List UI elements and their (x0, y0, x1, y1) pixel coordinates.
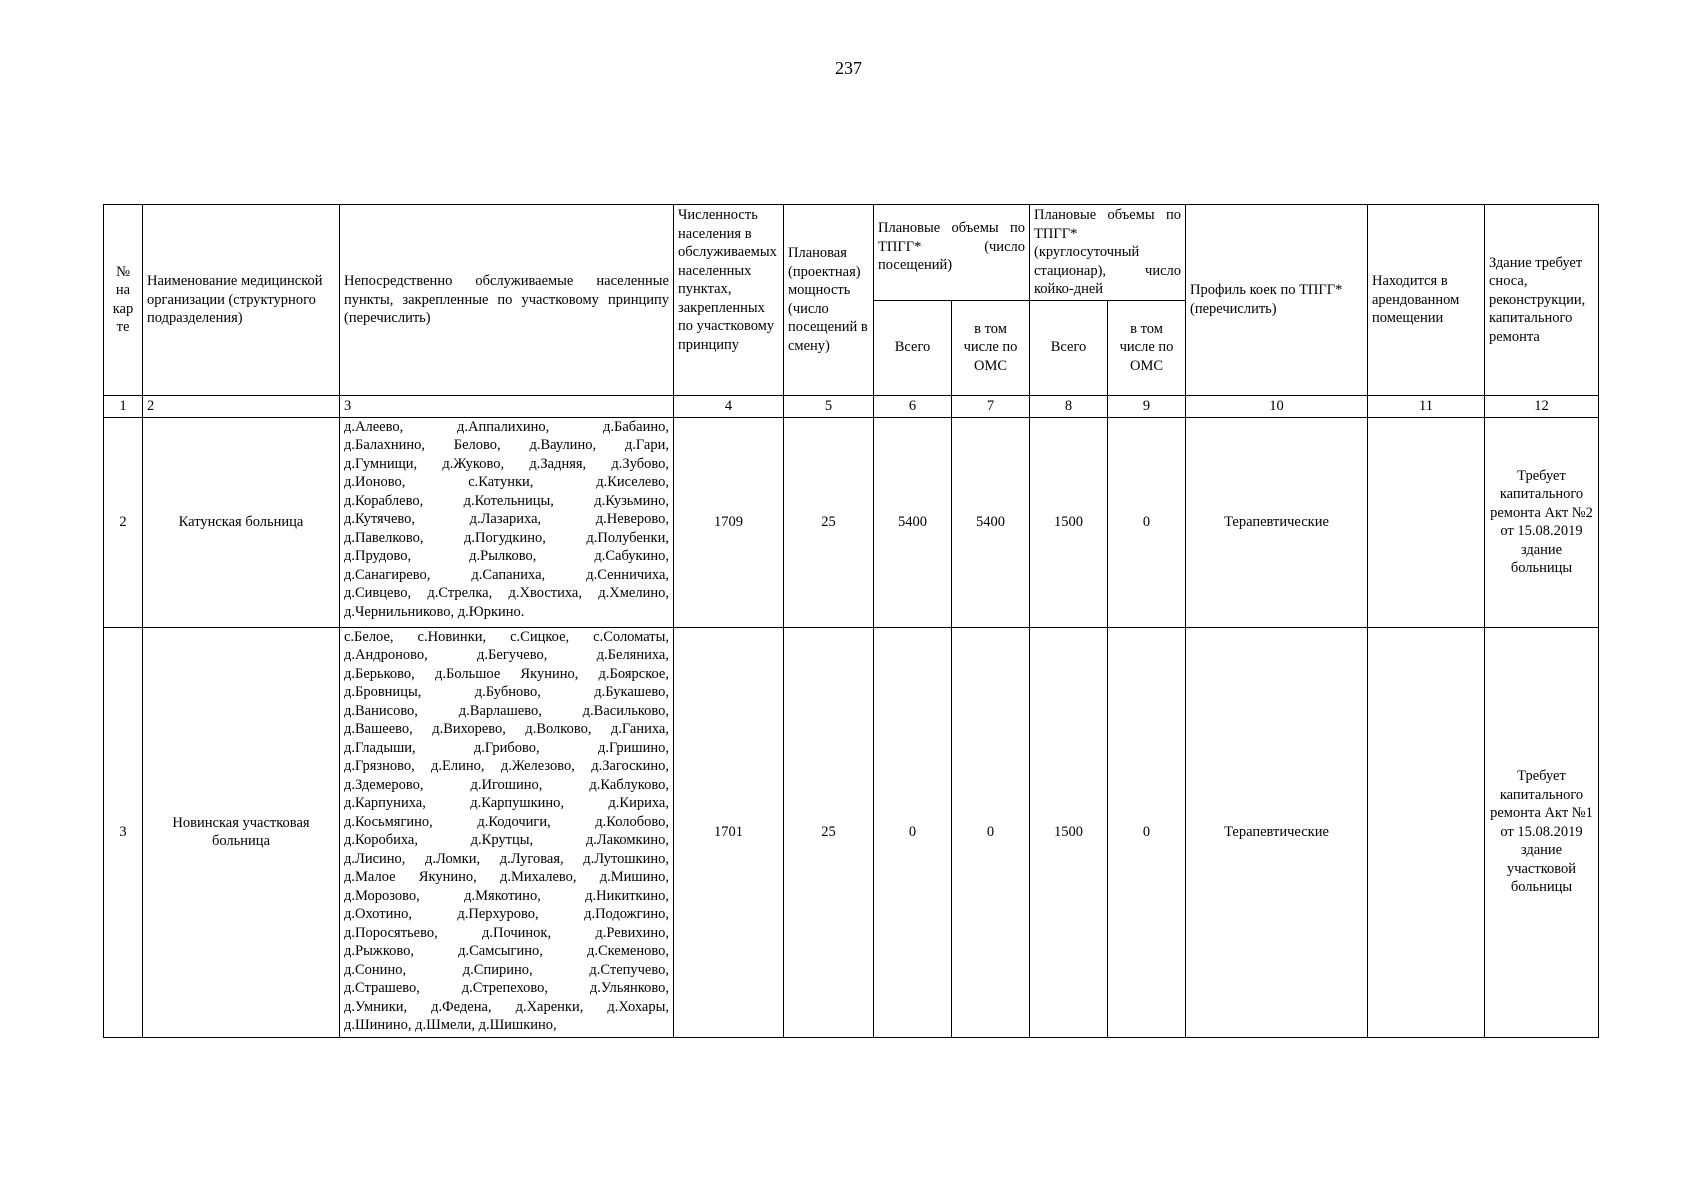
settlement-line: д.Сивцево, д.Стрелка, д.Хвостиха, д.Хмелино, (344, 585, 669, 601)
settlement-line: д.Гумнищи, д.Жуково, д.Задняя, д.Зубово, (344, 455, 669, 472)
rented-premises (1368, 417, 1485, 627)
settlement-line: д.Малое Якунино, д.Михалево, д.Мишино, (344, 869, 669, 885)
header-col7: в том числе по ОМС (952, 300, 1030, 395)
header-col8: Всего (1030, 300, 1108, 395)
settlement-line: д.Кораблево, д.Котельницы, д.Кузьмино, (344, 492, 669, 509)
column-number: 9 (1108, 395, 1186, 417)
medical-organizations-table (103, 204, 1599, 1038)
beddays-oms: 0 (1108, 627, 1186, 1037)
settlement-line: д.Сонино, д.Спирино, д.Степучево, (344, 961, 669, 978)
header-col1: № на кар те (104, 205, 143, 396)
header-col4: Численность населения в обслуживаемых населенных пунктах, закрепленных по участковому принципу (674, 205, 784, 396)
settlement-line: д.Коробиха, д.Крутцы, д.Лакомкино, (344, 832, 669, 848)
settlement-line: д.Страшево, д.Стрепехово, д.Ульянково, (344, 980, 669, 996)
capacity: 25 (784, 417, 874, 627)
settlements-list (340, 627, 674, 1037)
beddays-oms: 0 (1108, 417, 1186, 627)
settlement-line: д.Поросятьево, д.Починок, д.Ревихино, (344, 924, 669, 941)
settlement-line: д.Андроново, д.Бегучево, д.Беляниха, (344, 647, 669, 663)
column-number: 4 (674, 395, 784, 417)
column-number: 8 (1030, 395, 1108, 417)
settlement-line: д.Шинино, д.Шмели, д.Шишкино, (344, 1017, 557, 1033)
row-number: 2 (104, 417, 143, 627)
settlement-line: д.Морозово, д.Мякотино, д.Никиткино, (344, 887, 669, 904)
column-number: 10 (1186, 395, 1368, 417)
settlement-line: д.Бровницы, д.Бубново, д.Букашево, (344, 684, 669, 700)
building-status: Требует капитального ремонта Акт №1 от 15.08.2019 здание участковой больницы (1485, 627, 1599, 1037)
settlement-line: д.Ионово, с.Катунки, д.Киселево, (344, 474, 669, 490)
settlement-line: д.Гладыши, д.Грибово, д.Гришино, (344, 739, 669, 756)
column-number-row (104, 395, 1599, 417)
population: 1709 (674, 417, 784, 627)
settlement-line: д.Кутячево, д.Лазариха, д.Неверово, (344, 511, 669, 527)
bed-profile: Терапевтические (1186, 417, 1368, 627)
header-col6: Всего (874, 300, 952, 395)
settlement-line: д.Вашеево, д.Вихорево, д.Волково, д.Ганиха, (344, 721, 669, 737)
visits-oms: 5400 (952, 417, 1030, 627)
column-number: 11 (1368, 395, 1485, 417)
column-number: 5 (784, 395, 874, 417)
settlement-line: д.Берьково, д.Большое Якунино, д.Боярское, (344, 665, 669, 682)
building-status: Требует капитального ремонта Акт №2 от 15.08.2019 здание больницы (1485, 417, 1599, 627)
header-col6-7: Плановые объемы по ТПГГ* (число посещений) (874, 205, 1030, 301)
header-col12: Здание требует сноса, реконструкции, капитального ремонта (1485, 205, 1599, 396)
table-row (104, 627, 1599, 1037)
header-col9: в том числе по ОМС (1108, 300, 1186, 395)
settlement-line: д.Охотино, д.Перхурово, д.Подожгино, (344, 906, 669, 922)
header-col8-9: Плановые объемы по ТПГГ* (круглосуточный стационар), число койко-дней (1030, 205, 1186, 301)
settlement-line: д.Чернильниково, д.Юркино. (344, 603, 525, 620)
column-number: 12 (1485, 395, 1599, 417)
column-number: 3 (340, 395, 674, 417)
column-number: 6 (874, 395, 952, 417)
header-col11: Находится в арендованном помещении (1368, 205, 1485, 396)
settlement-line: д.Павелково, д.Погудкино, д.Полубенки, (344, 529, 669, 546)
visits-total: 5400 (874, 417, 952, 627)
capacity: 25 (784, 627, 874, 1037)
visits-total: 0 (874, 627, 952, 1037)
population: 1701 (674, 627, 784, 1037)
column-number: 2 (143, 395, 340, 417)
page-number: 237 (835, 58, 862, 78)
settlement-line: д.Ванисово, д.Варлашево, д.Васильково, (344, 702, 669, 719)
organization-name: Катунская больница (143, 417, 340, 627)
settlement-line: д.Грязново, д.Елино, д.Железово, д.Загоскино, (344, 758, 669, 774)
table-row (104, 417, 1599, 627)
settlement-line: д.Балахнино, Белово, д.Ваулино, д.Гари, (344, 437, 669, 453)
row-number: 3 (104, 627, 143, 1037)
settlement-line: д.Санагирево, д.Сапаниха, д.Сенничиха, (344, 566, 669, 583)
column-number: 7 (952, 395, 1030, 417)
settlement-line: д.Умники, д.Федена, д.Харенки, д.Хохары, (344, 998, 669, 1015)
settlement-line: д.Карпуниха, д.Карпушкино, д.Кириха, (344, 795, 669, 811)
organization-name: Новинская участковая больница (143, 627, 340, 1037)
header-col5: Плановая (проектная) мощность (число посещений в смену) (784, 205, 874, 396)
settlement-line: с.Белое, с.Новинки, с.Сицкое, с.Соломаты, (344, 628, 669, 645)
bed-profile: Терапевтические (1186, 627, 1368, 1037)
settlement-line: д.Косьмягино, д.Кодочиги, д.Колобово, (344, 813, 669, 830)
settlement-line: д.Прудово, д.Рылково, д.Сабукино, (344, 548, 669, 564)
settlement-line: д.Алеево, д.Аппалихино, д.Бабаино, (344, 418, 669, 435)
settlement-line: д.Лисино, д.Ломки, д.Луговая, д.Лутошкино, (344, 850, 669, 867)
settlements-list (340, 417, 674, 627)
header-col2: Наименование медицинской организации (структурного подразделения) (143, 205, 340, 396)
visits-oms: 0 (952, 627, 1030, 1037)
settlement-line: д.Здемерово, д.Игошино, д.Каблуково, (344, 776, 669, 793)
header-col3: Непосредственно обслуживаемые населенные пункты, закрепленные по участковому принципу (перечислить) (340, 205, 674, 396)
beddays-total: 1500 (1030, 417, 1108, 627)
column-number: 1 (104, 395, 143, 417)
header-col10: Профиль коек по ТПГГ* (перечислить) (1186, 205, 1368, 396)
settlement-line: д.Рыжково, д.Самсыгино, д.Скеменово, (344, 943, 669, 959)
beddays-total: 1500 (1030, 627, 1108, 1037)
rented-premises (1368, 627, 1485, 1037)
header-row-1 (104, 205, 1599, 301)
